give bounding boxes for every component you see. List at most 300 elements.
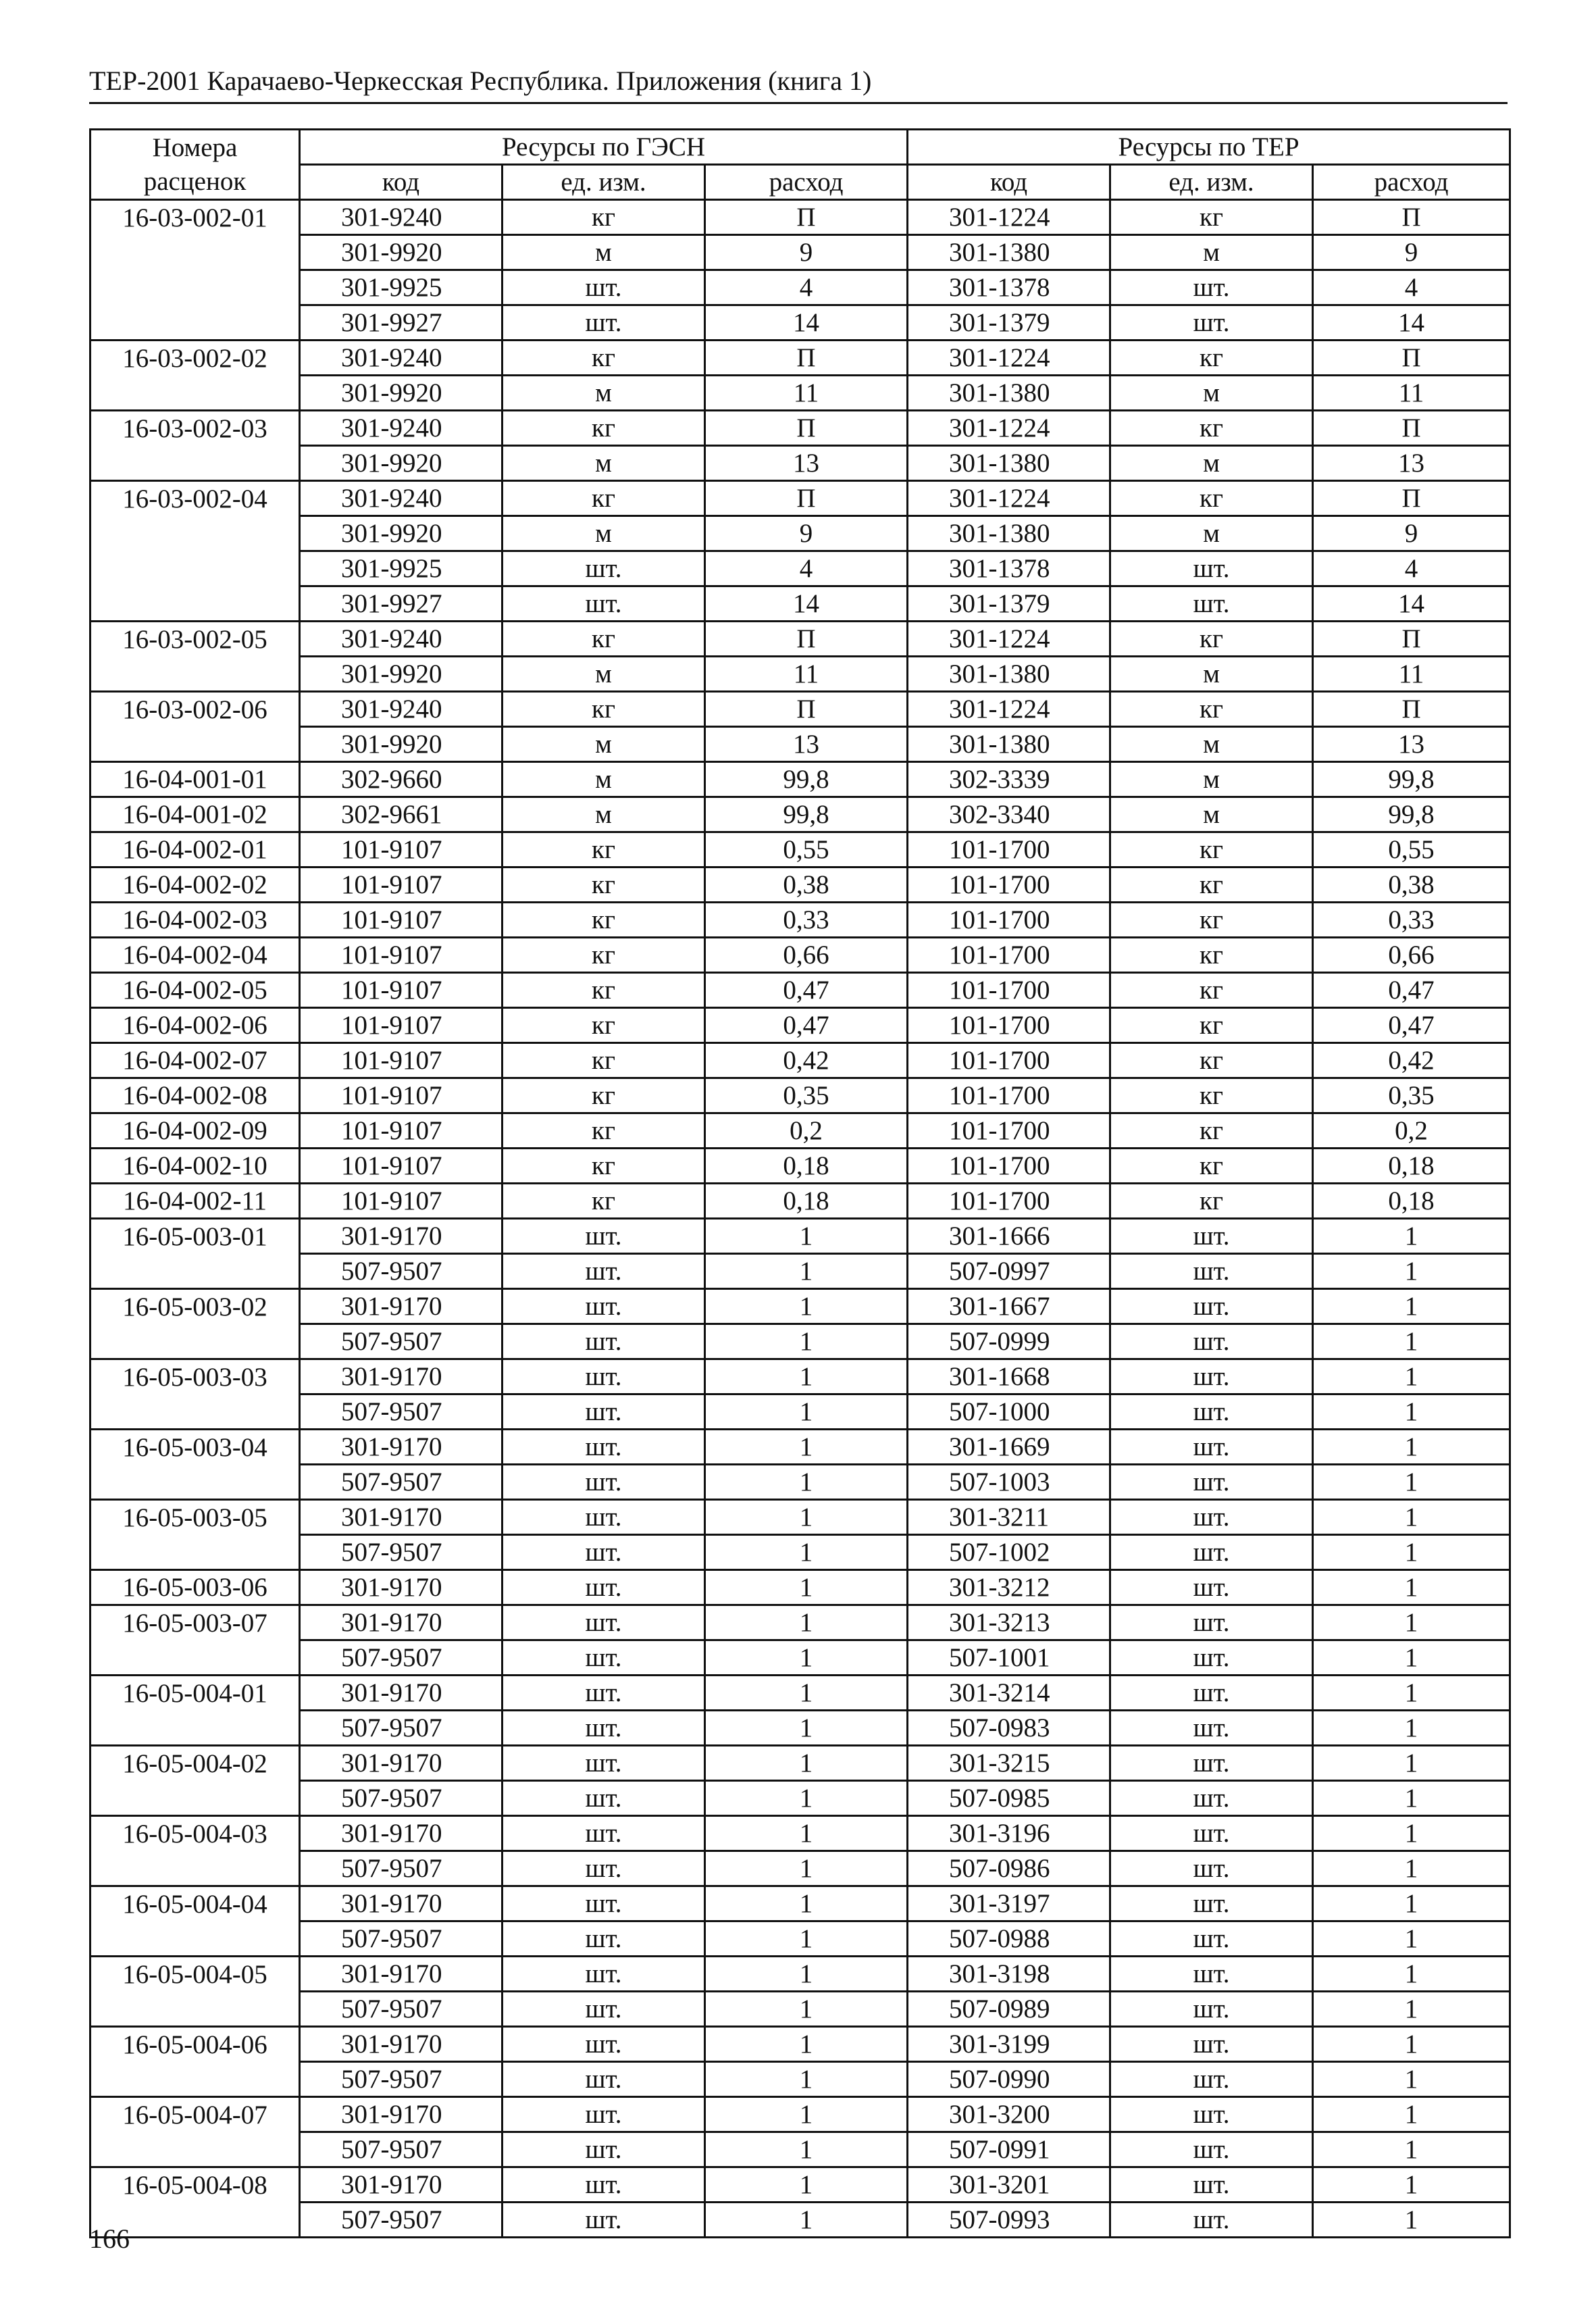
table-row — [91, 446, 1510, 481]
ter-unit-cell: шт. — [1110, 1957, 1313, 1992]
gesn-code-cell: 301-9920 — [300, 376, 503, 411]
ter-unit-cell: кг — [1110, 411, 1313, 446]
ter-code-cell: 301-1669 — [908, 1430, 1110, 1465]
gesn-amount-cell: 1 — [705, 2167, 908, 2203]
ter-code-cell: 507-0999 — [908, 1324, 1110, 1359]
gesn-unit-cell: м — [503, 235, 705, 270]
ter-amount-cell: 1 — [1313, 1781, 1510, 1816]
gesn-amount-cell: 13 — [705, 727, 908, 762]
table-row — [91, 376, 1510, 411]
rate-number-cell: 16-04-002-08 — [91, 1078, 300, 1113]
ter-unit-cell: м — [1110, 657, 1313, 692]
ter-unit-cell: шт. — [1110, 1605, 1313, 1640]
gesn-amount-cell: 1 — [705, 1746, 908, 1781]
gesn-code-cell: 301-9240 — [300, 200, 503, 235]
table-row — [91, 1359, 1510, 1394]
rate-number-cell: 16-03-002-06 — [91, 692, 300, 727]
rate-number-cell: 16-05-003-02 — [91, 1289, 300, 1324]
ter-unit-cell: кг — [1110, 341, 1313, 376]
ter-code-cell: 301-1379 — [908, 586, 1110, 622]
gesn-code-cell: 301-9170 — [300, 1886, 503, 1921]
rate-number-cell — [91, 305, 300, 341]
ter-code-cell: 301-3211 — [908, 1500, 1110, 1535]
rate-number-cell: 16-05-004-06 — [91, 2027, 300, 2062]
table-row — [91, 1781, 1510, 1816]
gesn-amount-cell: 0,2 — [705, 1113, 908, 1149]
table-row — [91, 1394, 1510, 1430]
gesn-amount-cell: 1 — [705, 1430, 908, 1465]
rate-number-cell: 16-03-002-01 — [91, 200, 300, 235]
ter-amount-cell: 13 — [1313, 727, 1510, 762]
ter-code-cell: 301-3214 — [908, 1676, 1110, 1711]
ter-unit-cell: шт. — [1110, 1992, 1313, 2027]
table-row — [91, 797, 1510, 832]
gesn-unit-cell: шт. — [503, 1465, 705, 1500]
ter-unit-cell: шт. — [1110, 586, 1313, 622]
gesn-amount-cell: 9 — [705, 516, 908, 551]
gesn-code-cell: 507-9507 — [300, 1254, 503, 1289]
gesn-code-cell: 101-9107 — [300, 903, 503, 938]
ter-code-cell: 101-1700 — [908, 1078, 1110, 1113]
rate-number-cell — [91, 727, 300, 762]
gesn-unit-cell: шт. — [503, 1605, 705, 1640]
ter-amount-cell: П — [1313, 200, 1510, 235]
table-row — [91, 2062, 1510, 2097]
table-row — [91, 727, 1510, 762]
rate-number-cell: 16-04-001-01 — [91, 762, 300, 797]
ter-amount-cell: 1 — [1313, 2062, 1510, 2097]
gesn-unit-cell: шт. — [503, 551, 705, 586]
gesn-amount-cell: 99,8 — [705, 762, 908, 797]
gesn-amount-cell: П — [705, 481, 908, 516]
gesn-unit-cell: кг — [503, 1113, 705, 1149]
table-row — [91, 1149, 1510, 1184]
gesn-unit-cell: шт. — [503, 1570, 705, 1605]
rate-number-cell: 16-03-002-03 — [91, 411, 300, 446]
ter-amount-cell: 1 — [1313, 2097, 1510, 2132]
gesn-amount-cell: 1 — [705, 1676, 908, 1711]
ter-code-cell: 101-1700 — [908, 1008, 1110, 1043]
ter-code-cell: 302-3339 — [908, 762, 1110, 797]
gesn-code-cell: 507-9507 — [300, 1921, 503, 1957]
ter-code-cell: 301-3215 — [908, 1746, 1110, 1781]
rate-number-cell: 16-05-004-01 — [91, 1676, 300, 1711]
table-row — [91, 1113, 1510, 1149]
gesn-unit-cell: шт. — [503, 2097, 705, 2132]
gesn-amount-cell: 0,47 — [705, 973, 908, 1008]
table-row — [91, 1886, 1510, 1921]
ter-unit-cell: кг — [1110, 903, 1313, 938]
ter-unit-cell: кг — [1110, 1078, 1313, 1113]
gesn-amount-cell: 1 — [705, 1394, 908, 1430]
gesn-code-cell: 101-9107 — [300, 832, 503, 867]
ter-unit-cell: кг — [1110, 200, 1313, 235]
gesn-code-cell: 301-9170 — [300, 1816, 503, 1851]
gesn-code-cell: 507-9507 — [300, 2132, 503, 2167]
gesn-unit-cell: кг — [503, 622, 705, 657]
ter-unit-cell: шт. — [1110, 1781, 1313, 1816]
gesn-amount-cell: 1 — [705, 1781, 908, 1816]
ter-code-cell: 507-1003 — [908, 1465, 1110, 1500]
ter-amount-cell: 1 — [1313, 1886, 1510, 1921]
ter-code-cell: 301-1224 — [908, 692, 1110, 727]
table-row — [91, 1465, 1510, 1500]
gesn-amount-cell: 0,55 — [705, 832, 908, 867]
gesn-unit-cell: кг — [503, 341, 705, 376]
ter-unit-cell: шт. — [1110, 1324, 1313, 1359]
gesn-unit-cell: кг — [503, 938, 705, 973]
ter-amount-cell: 99,8 — [1313, 797, 1510, 832]
ter-amount-cell: 1 — [1313, 1254, 1510, 1289]
gesn-code-cell: 101-9107 — [300, 1149, 503, 1184]
gesn-unit-cell: кг — [503, 1008, 705, 1043]
ter-amount-cell: 4 — [1313, 270, 1510, 305]
gesn-unit-cell: кг — [503, 832, 705, 867]
ter-unit-cell: шт. — [1110, 1254, 1313, 1289]
ter-amount-cell: 1 — [1313, 1816, 1510, 1851]
ter-code-cell: 101-1700 — [908, 903, 1110, 938]
gesn-code-cell: 101-9107 — [300, 1113, 503, 1149]
gesn-unit-cell: шт. — [503, 305, 705, 341]
gesn-code-cell: 301-9170 — [300, 1570, 503, 1605]
gesn-unit-cell: шт. — [503, 1500, 705, 1535]
gesn-amount-cell: 1 — [705, 1711, 908, 1746]
ter-code-cell: 301-3199 — [908, 2027, 1110, 2062]
ter-unit-cell: м — [1110, 516, 1313, 551]
gesn-amount-cell: П — [705, 200, 908, 235]
ter-code-cell: 507-0991 — [908, 2132, 1110, 2167]
gesn-amount-cell: 0,38 — [705, 867, 908, 903]
ter-code-cell: 507-0990 — [908, 2062, 1110, 2097]
ter-code-cell: 101-1700 — [908, 938, 1110, 973]
ter-amount-cell: 0,18 — [1313, 1149, 1510, 1184]
gesn-amount-cell: 1 — [705, 2132, 908, 2167]
gesn-amount-cell: 1 — [705, 2027, 908, 2062]
rate-number-cell — [91, 1851, 300, 1886]
rate-number-cell: 16-05-003-04 — [91, 1430, 300, 1465]
rate-number-cell — [91, 376, 300, 411]
gesn-code-cell: 301-9170 — [300, 2167, 503, 2203]
gesn-unit-cell: кг — [503, 1078, 705, 1113]
gesn-unit-cell: кг — [503, 411, 705, 446]
gesn-unit-cell: м — [503, 446, 705, 481]
table-row — [91, 341, 1510, 376]
ter-unit-cell: шт. — [1110, 1921, 1313, 1957]
ter-amount-cell: П — [1313, 411, 1510, 446]
ter-code-cell: 301-1667 — [908, 1289, 1110, 1324]
table-row — [91, 270, 1510, 305]
rate-number-cell: 16-04-002-07 — [91, 1043, 300, 1078]
gesn-unit-cell: шт. — [503, 1254, 705, 1289]
table-body — [91, 200, 1510, 2238]
ter-amount-cell: 1 — [1313, 2203, 1510, 2238]
rate-number-cell — [91, 1781, 300, 1816]
ter-code-cell: 301-3201 — [908, 2167, 1110, 2203]
gesn-unit-cell: шт. — [503, 1957, 705, 1992]
table-row — [91, 903, 1510, 938]
ter-amount-cell: 1 — [1313, 1324, 1510, 1359]
gesn-unit-cell: шт. — [503, 270, 705, 305]
rate-number-cell: 16-04-002-02 — [91, 867, 300, 903]
table-row — [91, 1605, 1510, 1640]
gesn-unit-cell: шт. — [503, 1640, 705, 1676]
rate-number-cell — [91, 1254, 300, 1289]
table-row — [91, 551, 1510, 586]
ter-code-cell: 301-1380 — [908, 376, 1110, 411]
rate-number-cell: 16-04-002-03 — [91, 903, 300, 938]
ter-amount-cell: 0,47 — [1313, 973, 1510, 1008]
table-row — [91, 832, 1510, 867]
ter-unit-cell: шт. — [1110, 1676, 1313, 1711]
rate-number-cell: 16-05-003-03 — [91, 1359, 300, 1394]
ter-amount-cell: 4 — [1313, 551, 1510, 586]
ter-code-cell: 301-3200 — [908, 2097, 1110, 2132]
ter-amount-cell: 0,47 — [1313, 1008, 1510, 1043]
gesn-unit-cell: шт. — [503, 1676, 705, 1711]
gesn-code-cell: 302-9661 — [300, 797, 503, 832]
rate-number-cell: 16-04-002-01 — [91, 832, 300, 867]
ter-unit-cell: шт. — [1110, 1851, 1313, 1886]
rate-number-cell: 16-03-002-04 — [91, 481, 300, 516]
rate-number-cell: 16-05-003-05 — [91, 1500, 300, 1535]
ter-unit-cell: шт. — [1110, 270, 1313, 305]
gesn-unit-cell: шт. — [503, 1289, 705, 1324]
ter-code-cell: 301-1666 — [908, 1219, 1110, 1254]
ter-unit-cell: шт. — [1110, 2097, 1313, 2132]
ter-amount-cell: 1 — [1313, 2132, 1510, 2167]
gesn-code-cell: 301-9170 — [300, 1957, 503, 1992]
table-row — [91, 1324, 1510, 1359]
gesn-unit-cell: м — [503, 516, 705, 551]
ter-code-cell: 507-0997 — [908, 1254, 1110, 1289]
ter-code-cell: 301-1380 — [908, 727, 1110, 762]
gesn-unit-cell: кг — [503, 973, 705, 1008]
ter-amount-cell: 11 — [1313, 376, 1510, 411]
table-row — [91, 305, 1510, 341]
ter-unit-cell: шт. — [1110, 305, 1313, 341]
rate-number-cell: 16-04-002-05 — [91, 973, 300, 1008]
ter-code-cell: 507-0986 — [908, 1851, 1110, 1886]
rate-number-cell — [91, 1711, 300, 1746]
rate-number-cell: 16-03-002-02 — [91, 341, 300, 376]
gesn-amount-cell: П — [705, 411, 908, 446]
table-row — [91, 411, 1510, 446]
ter-unit-cell: кг — [1110, 1184, 1313, 1219]
header-divider — [89, 102, 1508, 104]
rate-number-cell — [91, 2062, 300, 2097]
ter-amount-cell: 13 — [1313, 446, 1510, 481]
table-row — [91, 1676, 1510, 1711]
gesn-code-cell: 301-9170 — [300, 1676, 503, 1711]
gesn-code-cell: 301-9927 — [300, 586, 503, 622]
ter-unit-cell: м — [1110, 797, 1313, 832]
gesn-code-cell: 507-9507 — [300, 1324, 503, 1359]
gesn-code-cell: 101-9107 — [300, 1008, 503, 1043]
gesn-amount-cell: 11 — [705, 657, 908, 692]
ter-amount-cell: 1 — [1313, 1465, 1510, 1500]
gesn-amount-cell: 0,18 — [705, 1149, 908, 1184]
ter-amount-cell: 1 — [1313, 1535, 1510, 1570]
gesn-amount-cell: 1 — [705, 1851, 908, 1886]
rate-number-cell: 16-04-002-09 — [91, 1113, 300, 1149]
rate-number-cell: 16-05-003-06 — [91, 1570, 300, 1605]
rate-number-cell — [91, 657, 300, 692]
table-row — [91, 1500, 1510, 1535]
rate-number-cell — [91, 1921, 300, 1957]
table-row — [91, 1184, 1510, 1219]
ter-unit-cell: шт. — [1110, 1430, 1313, 1465]
gesn-unit-cell: шт. — [503, 2132, 705, 2167]
gesn-code-cell: 301-9240 — [300, 481, 503, 516]
gesn-amount-cell: 0,66 — [705, 938, 908, 973]
ter-unit-cell: шт. — [1110, 1219, 1313, 1254]
gesn-amount-cell: 1 — [705, 1359, 908, 1394]
rate-number-cell — [91, 1992, 300, 2027]
ter-code-cell: 507-0988 — [908, 1921, 1110, 1957]
table-row — [91, 1746, 1510, 1781]
ter-amount-cell: 1 — [1313, 2027, 1510, 2062]
ter-amount-cell: 1 — [1313, 1289, 1510, 1324]
page-header: ТЕР-2001 Карачаево-Черкесская Республика. Приложения (книга 1) — [89, 66, 872, 96]
gesn-unit-cell: шт. — [503, 1781, 705, 1816]
gesn-amount-cell: 1 — [705, 1535, 908, 1570]
ter-code-cell: 101-1700 — [908, 1113, 1110, 1149]
ter-unit-cell: шт. — [1110, 1640, 1313, 1676]
gesn-amount-cell: 1 — [705, 1289, 908, 1324]
ter-unit-cell: м — [1110, 727, 1313, 762]
ter-code-cell: 301-3198 — [908, 1957, 1110, 1992]
ter-amount-cell: 1 — [1313, 1640, 1510, 1676]
table-row — [91, 1219, 1510, 1254]
rate-number-cell — [91, 270, 300, 305]
table-row — [91, 1535, 1510, 1570]
gesn-amount-cell: 0,18 — [705, 1184, 908, 1219]
gesn-code-cell: 301-9925 — [300, 270, 503, 305]
gesn-code-cell: 507-9507 — [300, 1535, 503, 1570]
ter-amount-cell: 1 — [1313, 1676, 1510, 1711]
gesn-amount-cell: 1 — [705, 1500, 908, 1535]
gesn-unit-cell: кг — [503, 692, 705, 727]
ter-unit-cell: кг — [1110, 867, 1313, 903]
table-row — [91, 1043, 1510, 1078]
table-row — [91, 2167, 1510, 2203]
gesn-code-cell: 301-9240 — [300, 411, 503, 446]
ter-code-cell: 301-1380 — [908, 235, 1110, 270]
rate-number-cell — [91, 516, 300, 551]
ter-amount-cell: 1 — [1313, 1394, 1510, 1430]
ter-unit-cell: м — [1110, 235, 1313, 270]
header-ter-code: код — [908, 165, 1110, 200]
gesn-code-cell: 507-9507 — [300, 1781, 503, 1816]
ter-unit-cell: кг — [1110, 692, 1313, 727]
rate-number-cell — [91, 586, 300, 622]
table-row — [91, 1254, 1510, 1289]
ter-amount-cell: 0,33 — [1313, 903, 1510, 938]
rate-number-cell: 16-05-004-04 — [91, 1886, 300, 1921]
rate-number-cell — [91, 1465, 300, 1500]
gesn-amount-cell: 14 — [705, 586, 908, 622]
gesn-unit-cell: м — [503, 727, 705, 762]
gesn-code-cell: 507-9507 — [300, 1711, 503, 1746]
rate-number-cell — [91, 1324, 300, 1359]
table-row — [91, 973, 1510, 1008]
gesn-unit-cell: м — [503, 657, 705, 692]
gesn-code-cell: 301-9240 — [300, 341, 503, 376]
gesn-amount-cell: 11 — [705, 376, 908, 411]
ter-code-cell: 301-3196 — [908, 1816, 1110, 1851]
table-row — [91, 481, 1510, 516]
rate-number-cell — [91, 1394, 300, 1430]
gesn-unit-cell: шт. — [503, 2062, 705, 2097]
ter-unit-cell: шт. — [1110, 1535, 1313, 1570]
gesn-unit-cell: шт. — [503, 1921, 705, 1957]
header-gesn: Ресурсы по ГЭСН — [300, 130, 908, 165]
gesn-code-cell: 301-9170 — [300, 1605, 503, 1640]
table-row — [91, 1851, 1510, 1886]
ter-amount-cell: 9 — [1313, 516, 1510, 551]
gesn-code-cell: 301-9170 — [300, 2097, 503, 2132]
ter-code-cell: 301-1378 — [908, 270, 1110, 305]
table-row — [91, 1711, 1510, 1746]
gesn-unit-cell: шт. — [503, 2167, 705, 2203]
table-row — [91, 1957, 1510, 1992]
gesn-amount-cell: 99,8 — [705, 797, 908, 832]
gesn-code-cell: 101-9107 — [300, 973, 503, 1008]
gesn-code-cell: 301-9170 — [300, 1746, 503, 1781]
ter-code-cell: 101-1700 — [908, 973, 1110, 1008]
header-ter-amount: расход — [1313, 165, 1510, 200]
ter-code-cell: 301-1379 — [908, 305, 1110, 341]
gesn-amount-cell: 1 — [705, 2203, 908, 2238]
gesn-amount-cell: 1 — [705, 1605, 908, 1640]
gesn-unit-cell: кг — [503, 903, 705, 938]
ter-unit-cell: шт. — [1110, 1289, 1313, 1324]
ter-code-cell: 301-1378 — [908, 551, 1110, 586]
ter-unit-cell: шт. — [1110, 1746, 1313, 1781]
ter-amount-cell: 0,35 — [1313, 1078, 1510, 1113]
ter-unit-cell: кг — [1110, 938, 1313, 973]
table-row — [91, 1008, 1510, 1043]
table-row — [91, 200, 1510, 235]
gesn-amount-cell: 1 — [705, 1465, 908, 1500]
gesn-unit-cell: шт. — [503, 1992, 705, 2027]
ter-unit-cell: шт. — [1110, 2167, 1313, 2203]
ter-code-cell: 507-1002 — [908, 1535, 1110, 1570]
table-row — [91, 1816, 1510, 1851]
table-row — [91, 1430, 1510, 1465]
header-gesn-unit: ед. изм. — [503, 165, 705, 200]
ter-code-cell: 507-0989 — [908, 1992, 1110, 2027]
ter-code-cell: 301-1224 — [908, 481, 1110, 516]
gesn-unit-cell: шт. — [503, 1219, 705, 1254]
gesn-code-cell: 301-9927 — [300, 305, 503, 341]
gesn-code-cell: 301-9170 — [300, 1500, 503, 1535]
page-number: 166 — [89, 2223, 130, 2254]
header-gesn-code: код — [300, 165, 503, 200]
gesn-unit-cell: шт. — [503, 586, 705, 622]
gesn-unit-cell: шт. — [503, 1535, 705, 1570]
gesn-amount-cell: 1 — [705, 1324, 908, 1359]
ter-amount-cell: 99,8 — [1313, 762, 1510, 797]
ter-amount-cell: 0,42 — [1313, 1043, 1510, 1078]
ter-amount-cell: 0,2 — [1313, 1113, 1510, 1149]
resources-table — [89, 128, 1511, 2238]
gesn-unit-cell: шт. — [503, 1711, 705, 1746]
gesn-amount-cell: 1 — [705, 1219, 908, 1254]
gesn-unit-cell: кг — [503, 1184, 705, 1219]
ter-amount-cell: 1 — [1313, 1359, 1510, 1394]
gesn-unit-cell: шт. — [503, 1324, 705, 1359]
